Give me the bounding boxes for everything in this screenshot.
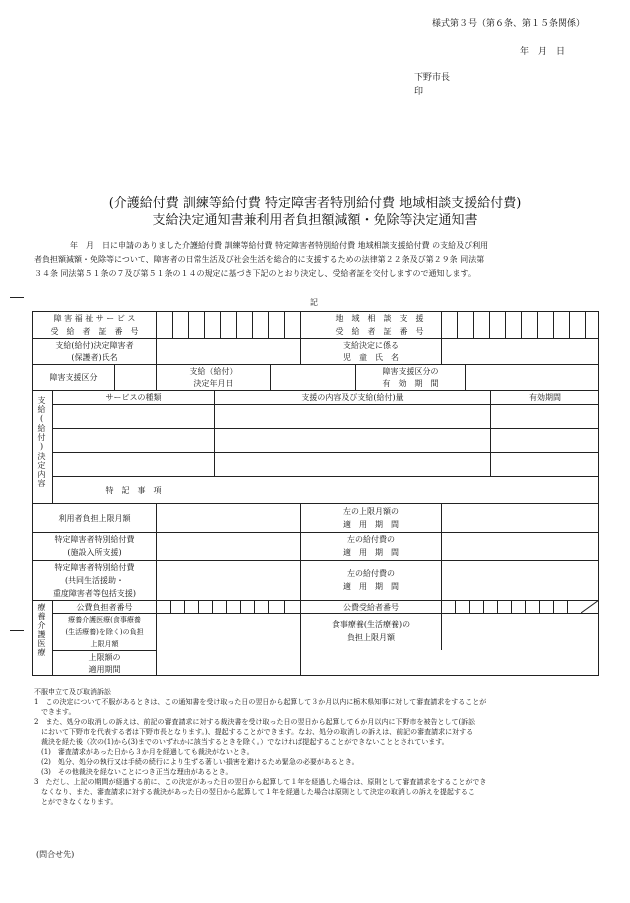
limit-period-b: 適用期間	[88, 664, 121, 674]
note-3b: なくなり、また、審査請求に対する裁決があった日の翌日から起算して１年を経過した場合は原則として決定の取消しの訴えを提起するこ	[34, 788, 475, 796]
recipient-label-a: 支給(給付)決定障害者	[55, 340, 134, 350]
special-benefit-1-period-b: 適 用 期 間	[343, 548, 399, 557]
ki-heading: 記	[310, 298, 318, 307]
decision-date-label-a: 支給（給付）	[189, 366, 238, 376]
special-benefit-2-a: 特定障害者特別給付費	[54, 563, 135, 572]
form-number: 様式第３号（第６条、第１５条関係）	[432, 19, 586, 29]
service-type-header: サービスの種類	[105, 393, 162, 402]
valid-period-header: 有効期間	[529, 393, 561, 402]
notes-heading: 不服申立て及び取消訴訟	[34, 688, 111, 696]
support-class-label: 障害支援区分	[49, 373, 98, 382]
support-content-header: 支援の内容及び支給(給付)量	[301, 393, 404, 402]
intro-line-3: ３４条 同法第５１条の７及び第５１条の１４の規定に基づき下記のとおり決定し、受給者証を交付しますので通知します。	[34, 269, 476, 278]
public-payer-number-label: 公費負担者番号	[76, 602, 133, 612]
appeal-notes	[34, 687, 604, 807]
welfare-cert-label-b: 受 給 者 証 番 号	[50, 326, 139, 336]
burden-limit-period-a: 左の上限月額の	[343, 506, 399, 516]
special-benefit-2-b: (共同生活援助・	[64, 576, 125, 585]
title-line-2: 支給決定通知書兼利用者負担額減額・免除等決定通知書	[152, 213, 478, 228]
intro-line-1: 年 月 日に申請のありました介護給付費 訓練等給付費 特定障害者特別給付費 地域相談支援給付費 の支給及び利用	[70, 241, 489, 250]
burden-limit-label: 利用者負担上限月額	[58, 513, 131, 523]
special-benefit-2-period-b: 適 用 期 間	[343, 582, 399, 591]
issue-date: 年 月 日	[520, 47, 566, 57]
limit-period-a: 上限額の	[88, 652, 121, 662]
class-period-label-a: 障害支援区分の	[382, 366, 439, 376]
note-3a: 3 ただし、上記の期間が経過する前に、この決定があった日の翌日から起算して１年を経過した場合は、原則として審査請求をすることができ	[34, 778, 487, 786]
note-3c: とができなくなります。	[34, 798, 118, 806]
margin-tick-bottom	[10, 630, 24, 631]
note-2c: 裁決を経た後（次の(1)から(3)までのいずれかに該当するときを除く。）でなければ提起することができないこととされています。	[34, 738, 449, 746]
note-2d: (1) 審査請求があった日から３か月を経過しても裁決がないとき。	[34, 748, 254, 756]
diagonal-slash	[581, 600, 599, 613]
special-notes-label: 特 記 事 項	[105, 485, 162, 495]
decision-date-label-b: 決定年月日	[193, 378, 234, 388]
title-line-1: (介護給付費 訓練等給付費 特定障害者特別給付費 地域相談支援給付費)	[108, 196, 522, 211]
meal-limit-a: 食事療養(生活療養)の	[331, 619, 411, 629]
meal-limit-b: 負担上限月額	[347, 632, 395, 642]
special-benefit-1-b: (施設入所支援)	[67, 548, 122, 557]
decision-content-side-label: 支給(給付)決定内容	[37, 396, 46, 488]
special-benefit-1-period-a: 左の給付費の	[347, 535, 395, 544]
special-benefit-1-a: 特定障害者特別給付費	[54, 535, 135, 544]
note-1a: 1 この決定について不服があるときは、この通知書を受け取った日の翌日から起算して３か月以内に栃木県知事に対して審査請求をすることが	[34, 698, 487, 706]
intro-line-2: 者負担額減額・免除等について、障害者の日常生活及び社会生活を総合的に支援するための法律第２２条及び第２９条 同法第	[34, 255, 485, 264]
seal-mark: 印	[414, 87, 424, 97]
note-2a: 2 また、処分の取消しの訴えは、前記の審査請求に対する裁決書を受け取った日の翌日から起算して６か月以内に下野市を被告として(訴訟	[34, 718, 476, 726]
child-label-b: 児 童 氏 名	[343, 352, 399, 362]
contact-label: (問合せ先)	[36, 850, 75, 859]
note-1b: できます。	[34, 708, 76, 716]
welfare-cert-label-a: 障 害 福 祉 サ ー ビ ス	[53, 313, 136, 323]
special-benefit-2-c: 重度障害者等包括支援)	[52, 589, 137, 598]
public-recipient-number-label: 公費受給者番号	[343, 602, 399, 612]
care-medical-limit-c: 上限月額	[90, 639, 119, 648]
care-medical-limit-a: 療養介護医療(食事療養	[68, 615, 141, 624]
care-medical-limit-b: (生活療養)を除く)の負担	[65, 627, 144, 636]
note-2b: において下野市を代表する者は下野市長となります。)、提起することができます。なお、処分の取消しの訴えは、前記の審査請求に対する	[34, 728, 474, 736]
special-benefit-2-period-a: 左の給付費の	[347, 569, 395, 578]
class-period-label-b: 有 効 期 間	[382, 378, 439, 388]
child-label-a: 支給決定に係る	[343, 340, 399, 350]
margin-tick-top	[10, 297, 24, 298]
recipient-label-b: (保護者)氏名	[71, 352, 118, 362]
mayor-name: 下野市長	[414, 73, 451, 83]
regional-cert-label-a: 地 域 相 談 支 援	[335, 313, 424, 323]
note-2e: (2) 処分、処分の執行又は手続の続行により生ずる著しい損害を避けるため緊急の必要があるとき。	[34, 758, 359, 766]
regional-cert-label-b: 受 給 者 証 番 号	[335, 326, 424, 336]
burden-limit-period-b: 適 用 期 間	[343, 519, 399, 529]
note-2f: (3) その他裁決を経ないことにつき正当な理由があるとき。	[34, 768, 233, 776]
care-medical-side-label: 療養介護医療	[37, 603, 46, 657]
